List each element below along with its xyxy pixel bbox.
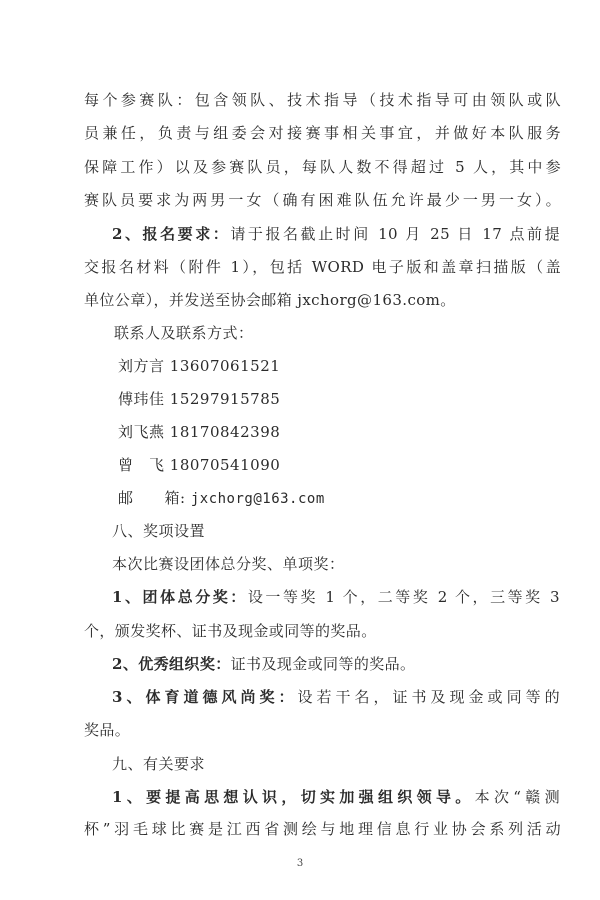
contact-email-row (118, 488, 325, 509)
para1-line-2: 员兼任，负责与组委会对接赛事相关事宜，并做好本队服务 (84, 124, 561, 142)
award-item-2 (112, 654, 562, 674)
award-item-3-text: 设若干名，证书及现金或同等的 (297, 688, 560, 706)
contact-phone: 18170842398 (169, 423, 281, 441)
email-address: jxchorg@163.com (190, 491, 325, 507)
section8-title: 八、奖项设置 (112, 522, 206, 540)
contact-row (118, 422, 280, 442)
award-item-2-label: 2、优秀组织奖： (112, 655, 231, 673)
contact-phone: 18070541090 (169, 456, 281, 474)
contact-name: 曾 飞 (118, 456, 165, 474)
contact-row (118, 455, 280, 475)
email-label: 邮 箱: (118, 489, 186, 507)
contact-name: 傅玮佳 (118, 390, 165, 408)
contact-phone: 15297915785 (169, 390, 281, 408)
contact-row (118, 356, 280, 376)
award-item-1-label: 1、团体总分奖： (112, 588, 248, 606)
requirement-1-text: 本次“赣测 (474, 788, 560, 806)
requirement-1 (112, 787, 560, 807)
page-number: 3 (296, 858, 304, 869)
registration-line-1-text: 请于报名截止时间 10 月 25 日 17 点前提 (230, 225, 560, 243)
registration-line-3: 单位公章），并发送至协会邮箱 jxchorg@163.com。 (84, 291, 456, 309)
award-item-2-text: 证书及现金或同等的奖品。 (230, 655, 416, 673)
award-item-3-line-2: 奖品。 (84, 721, 131, 739)
para1-line-3: 保障工作）以及参赛队员，每队人数不得超过 5 人，其中参 (84, 158, 561, 176)
award-item-1-text: 设一等奖 1 个，二等奖 2 个，三等奖 3 (247, 588, 561, 606)
contact-name: 刘方言 (118, 357, 165, 375)
contacts-heading: 联系人及联系方式： (114, 324, 254, 342)
requirement-1-label: 1、要提高思想认识，切实加强组织领导。 (112, 788, 475, 806)
section9-title: 九、有关要求 (112, 755, 206, 773)
para1-line-4: 赛队员要求为两男一女（确有困难队伍允许最少一男一女）。 (84, 191, 561, 209)
contact-row (118, 389, 280, 409)
award-item-3-label: 3、体育道德风尚奖： (112, 688, 298, 706)
award-item-3 (112, 687, 560, 707)
contact-name: 刘飞燕 (118, 423, 165, 441)
registration-line-1 (112, 224, 560, 244)
registration-line-2: 交报名材料（附件 1），包括 WORD 电子版和盖章扫描版（盖 (84, 258, 561, 276)
requirement-1-line-2: 杯”羽毛球比赛是江西省测绘与地理信息行业协会系列活动 (84, 820, 561, 838)
registration-label: 2、报名要求： (112, 225, 231, 243)
award-item-1-line-2: 个，颁发奖杯、证书及现金或同等的奖品。 (84, 622, 377, 640)
section8-intro: 本次比赛设团体总分奖、单项奖： (112, 555, 345, 573)
contact-phone: 13607061521 (169, 357, 281, 375)
para1-line-1: 每个参赛队：包含领队、技术指导（技术指导可由领队或队 (84, 91, 561, 109)
award-item-1 (112, 587, 560, 607)
